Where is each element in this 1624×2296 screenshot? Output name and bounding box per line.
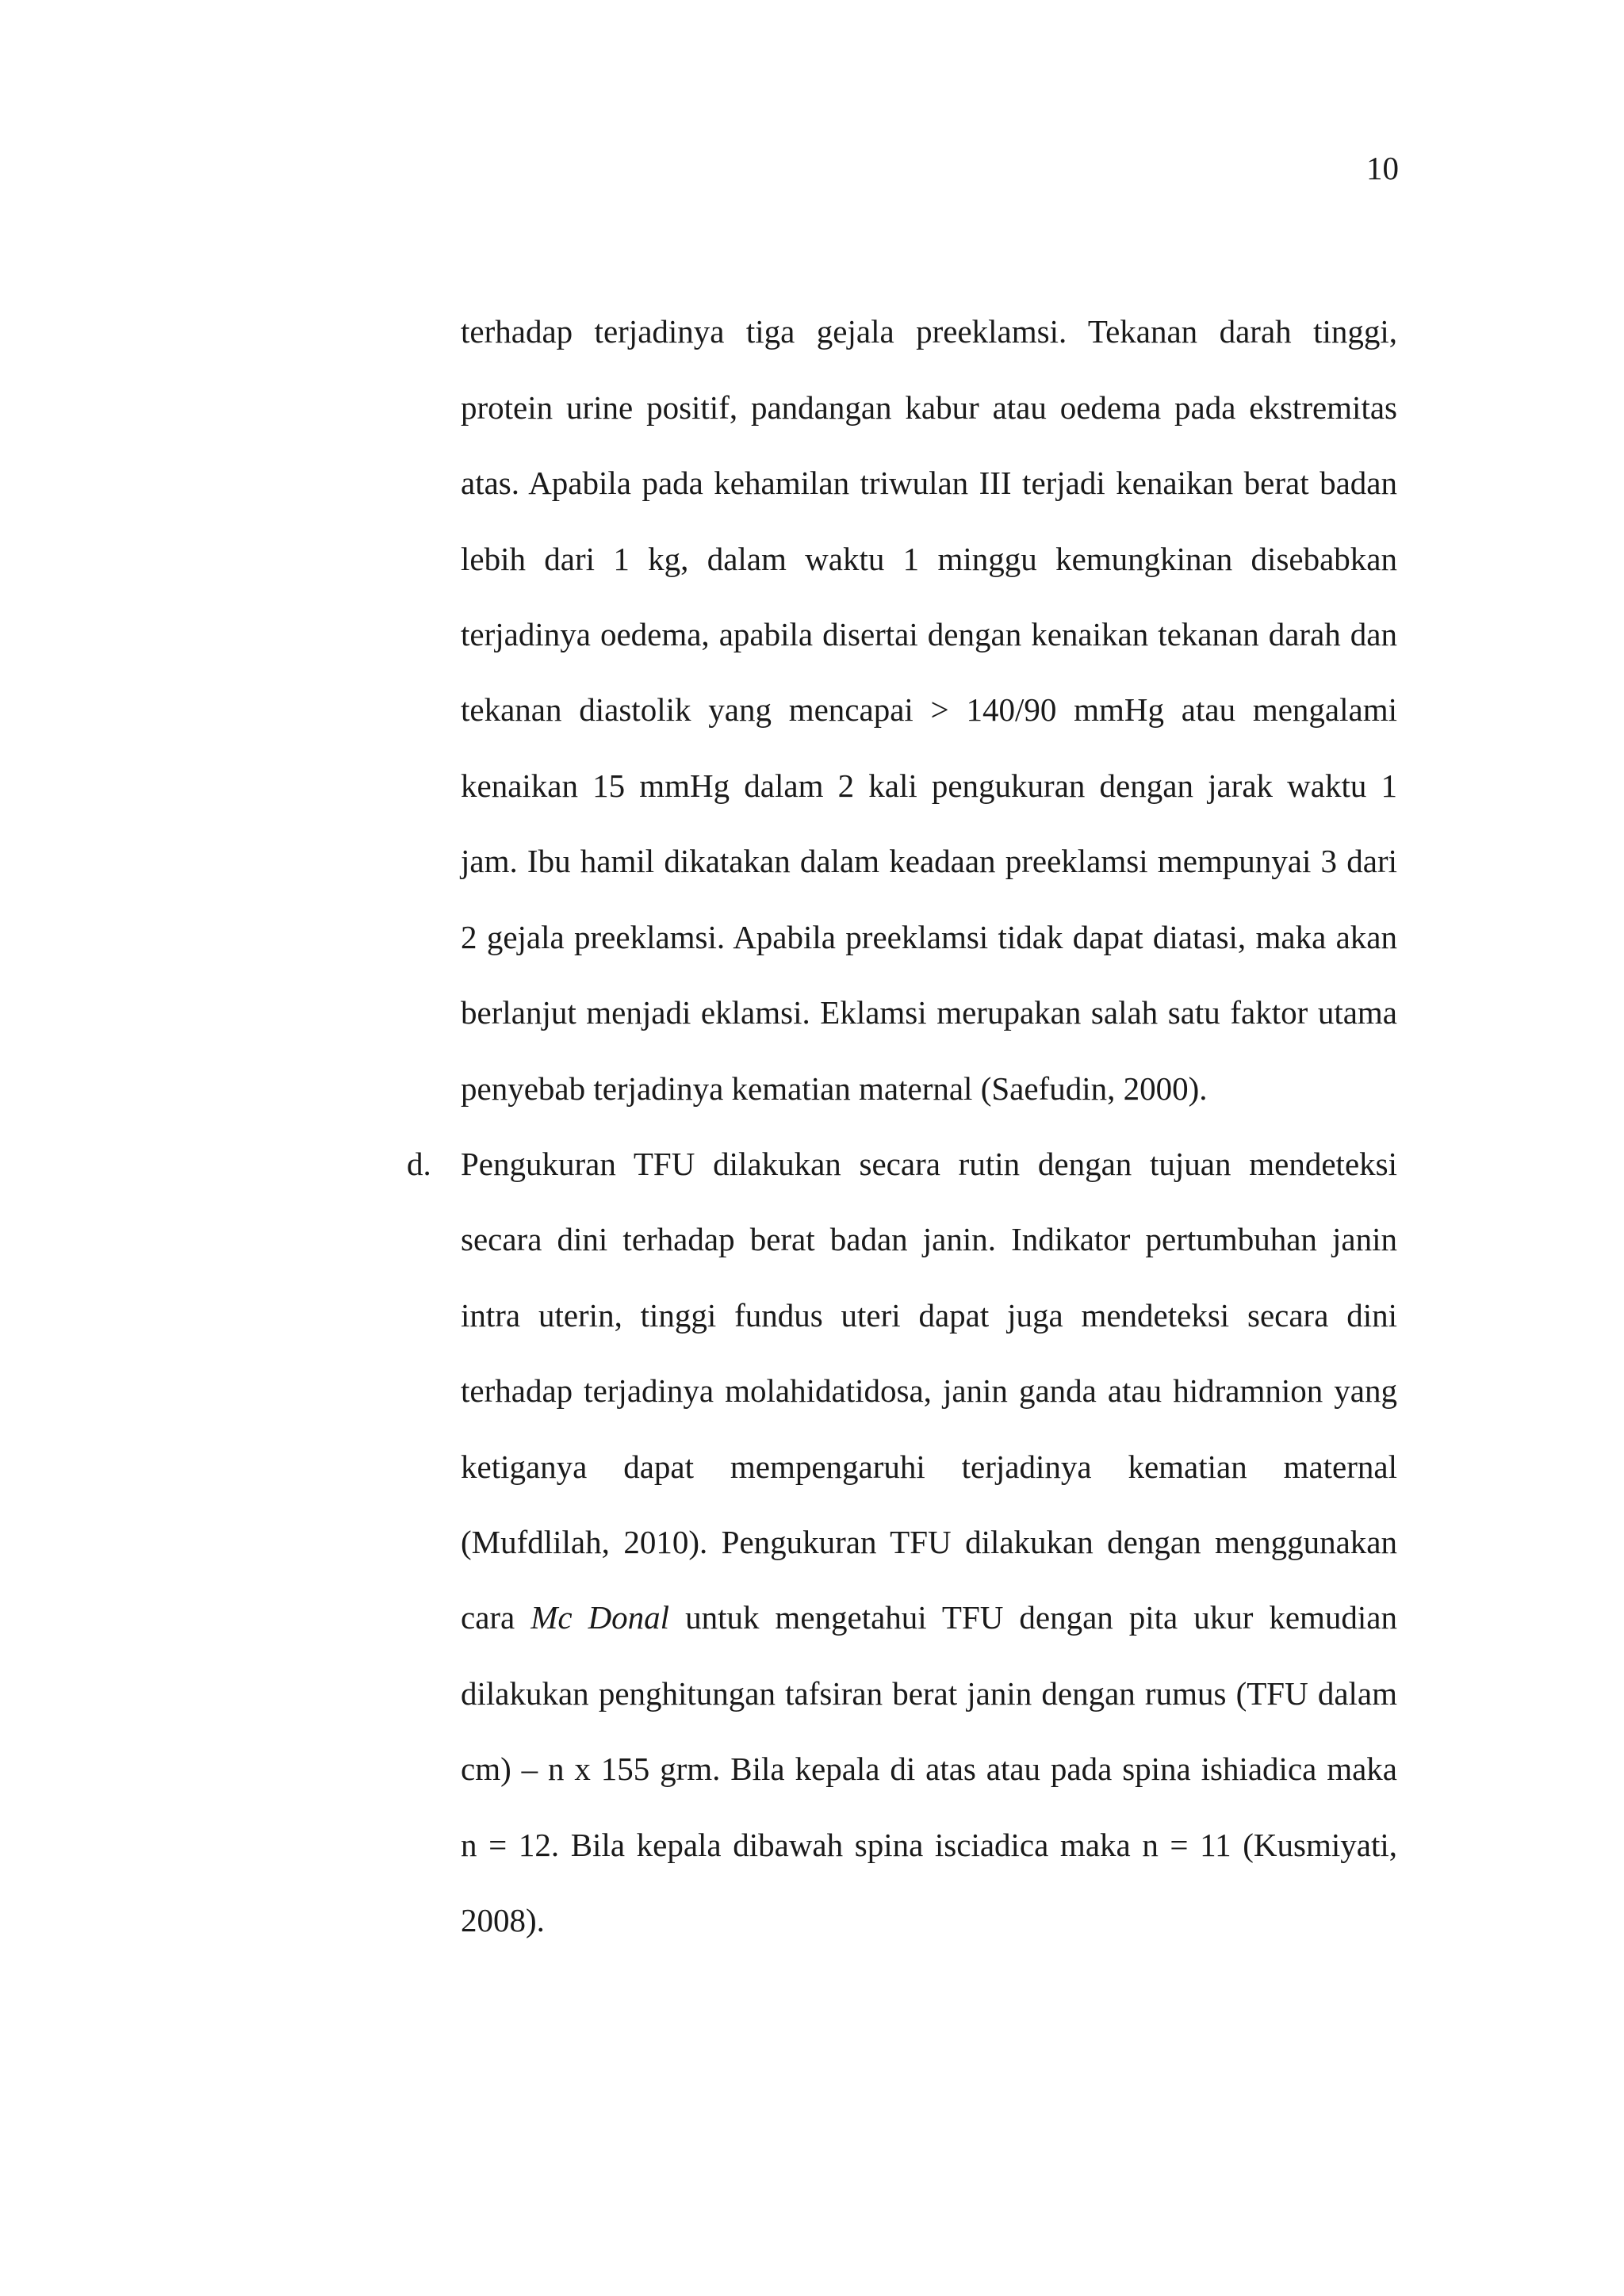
list-item-line: n = 12. Bila kepala dibawah spina isciadica maka n = 11 (Kusmiyati,	[461, 1827, 1397, 1863]
paragraph-line: penyebab terjadinya kematian maternal (Saefudin, 2000).	[461, 1070, 1208, 1107]
line-suffix: untuk mengetahui TFU dengan pita ukur kemudian	[685, 1599, 1398, 1636]
list-item-line: ketiganya dapat mempengaruhi terjadinya kematian maternal	[461, 1448, 1397, 1485]
paragraph-line: terhadap terjadinya tiga gejala preeklamsi. Tekanan darah tinggi,	[461, 313, 1397, 350]
page-number: 10	[1366, 150, 1399, 186]
list-item-line: intra uterin, tinggi fundus uteri dapat juga mendeteksi secara dini	[461, 1297, 1397, 1334]
list-item-line-mc-donal	[461, 1598, 1397, 1638]
paragraph-line: tekanan diastolik yang mencapai > 140/90 mmHg atau mengalami	[461, 691, 1397, 728]
paragraph-line: protein urine positif, pandangan kabur atau oedema pada ekstremitas	[461, 389, 1397, 426]
italic-term: Mc Donal	[530, 1599, 670, 1636]
list-item-line: 2008).	[461, 1902, 545, 1938]
list-item-line: cm) – n x 155 grm. Bila kepala di atas atau pada spina ishiadica maka	[461, 1751, 1397, 1787]
paragraph-line: kenaikan 15 mmHg dalam 2 kali pengukuran dengan jarak waktu 1	[461, 767, 1397, 804]
list-item-line: terhadap terjadinya molahidatidosa, janin ganda atau hidramnion yang	[461, 1372, 1397, 1409]
list-marker: d.	[407, 1146, 431, 1182]
paragraph-line: terjadinya oedema, apabila disertai dengan kenaikan tekanan darah dan	[461, 616, 1397, 652]
paragraph-line: 2 gejala preeklamsi. Apabila preeklamsi tidak dapat diatasi, maka akan	[461, 919, 1397, 955]
paragraph-line: lebih dari 1 kg, dalam waktu 1 minggu kemungkinan disebabkan	[461, 541, 1397, 577]
line-prefix: cara	[461, 1599, 515, 1636]
paragraph-line: jam. Ibu hamil dikatakan dalam keadaan preeklamsi mempunyai 3 dari	[461, 843, 1397, 879]
list-item-line: secara dini terhadap berat badan janin. Indikator pertumbuhan janin	[461, 1221, 1397, 1257]
list-item-line: (Mufdlilah, 2010). Pengukuran TFU dilakukan dengan menggunakan	[461, 1524, 1397, 1560]
paragraph-line: atas. Apabila pada kehamilan triwulan III terjadi kenaikan berat badan	[461, 465, 1397, 501]
paragraph-line: berlanjut menjadi eklamsi. Eklamsi merupakan salah satu faktor utama	[461, 994, 1397, 1031]
list-item-line: Pengukuran TFU dilakukan secara rutin dengan tujuan mendeteksi	[461, 1146, 1397, 1182]
list-item-line: dilakukan penghitungan tafsiran berat janin dengan rumus (TFU dalam	[461, 1675, 1397, 1712]
